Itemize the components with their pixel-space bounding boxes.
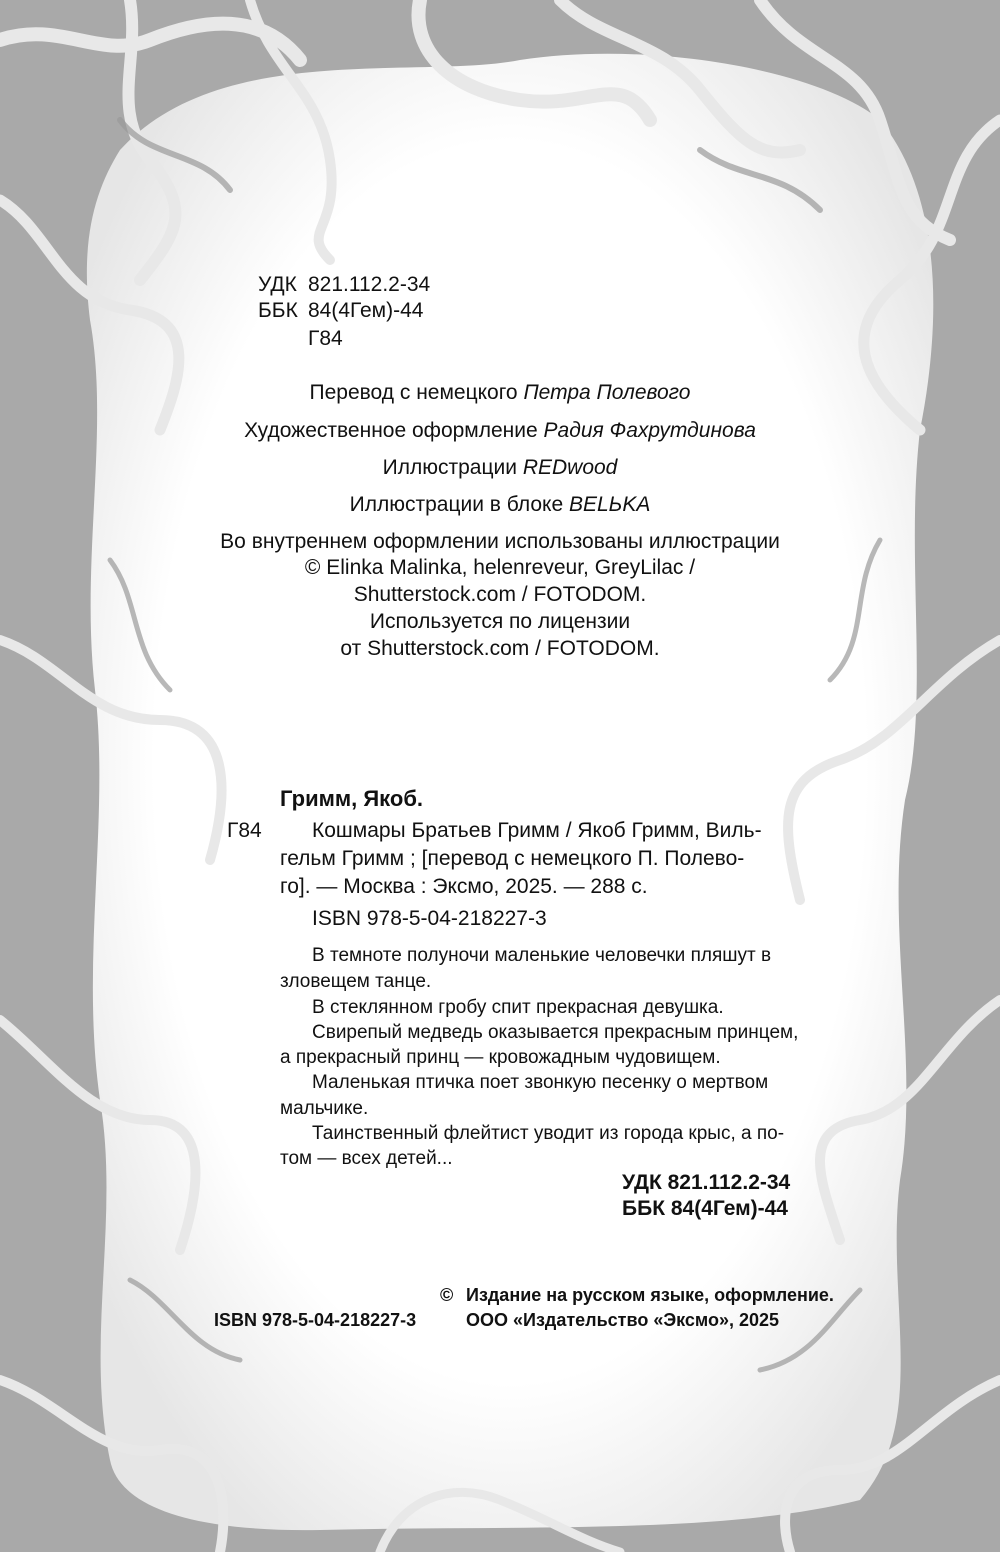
translation-label: Перевод с немецкого (309, 381, 518, 404)
annotation-line: Свирепый медведь оказывается прекрасным принцем, (312, 1022, 799, 1043)
block-illustrations-credit (0, 492, 1000, 518)
catalog-bbk: ББК 84(4Гем)-44 (622, 1197, 788, 1220)
imprint-isbn: ISBN 978-5-04-218227-3 (214, 1310, 417, 1330)
illustrator-name: REDwood (522, 456, 618, 479)
annotation-line: а прекрасный принц — кровожадным чудовищем. (280, 1047, 721, 1068)
annotation-line: В темноте полуночи маленькие человечки пляшут в (312, 945, 772, 966)
annotation-line: том — всех детей... (280, 1148, 453, 1169)
stock-line: Во внутреннем оформлении использованы иллюстрации (220, 530, 780, 553)
stock-line: Shutterstock.com / FOTODOM. (353, 583, 647, 606)
udk-value: 821.112.2-34 (308, 273, 431, 296)
design-label: Художественное оформление (244, 419, 538, 442)
annotation-line: мальчике. (280, 1098, 369, 1119)
annotation-line: Маленькая птичка поет звонкую песенку о мертвом (312, 1072, 769, 1093)
annotation-line: Таинственный флейтист уводит из города крыс, а по- (312, 1123, 785, 1144)
stock-line: от Shutterstock.com / FOTODOM. (340, 637, 660, 660)
designer-name: Радия Фахрутдинова (543, 419, 756, 442)
catalog-description-line: Кошмары Братьев Гримм / Якоб Гримм, Виль- (312, 819, 762, 842)
copyright-line-1: Издание на русском языке, оформление. (466, 1285, 834, 1305)
annotation-line: В стеклянном гробу спит прекрасная девушка. (312, 997, 724, 1018)
block-illustrator-name: BELЬKA (568, 493, 651, 516)
catalog-heading: Гримм, Якоб. (280, 786, 424, 811)
bbk-label: ББК (258, 299, 298, 322)
bbk-value: 84(4Гем)-44 (308, 299, 424, 322)
catalog-udk: УДК 821.112.2-34 (622, 1171, 791, 1194)
copyright-line-2: ООО «Издательство «Эксмо», 2025 (466, 1310, 780, 1330)
copyright-symbol: © (440, 1285, 454, 1305)
stock-line: Используется по лицензии (369, 610, 631, 633)
catalog-sign: Г84 (227, 819, 262, 842)
block-illustrations-label: Иллюстрации в блоке (349, 493, 564, 516)
translation-credit (0, 380, 1000, 406)
author-sign: Г84 (308, 327, 343, 350)
udk-label: УДК (258, 273, 297, 296)
illustrations-label: Иллюстрации (382, 456, 517, 479)
catalog-description-line: гельм Гримм ; [перевод с немецкого П. Полево- (280, 847, 745, 870)
design-credit (0, 418, 1000, 444)
translator-name: Петра Полевого (523, 381, 691, 404)
annotation-line: зловещем танце. (280, 971, 432, 992)
stock-line: © Elinka Malinka, helenreveur, GreyLilac / (304, 556, 696, 579)
catalog-isbn: ISBN 978-5-04-218227-3 (312, 907, 547, 930)
catalog-description-line: го]. — Москва : Эксмо, 2025. — 288 с. (280, 875, 648, 898)
illustrations-credit (0, 455, 1000, 481)
